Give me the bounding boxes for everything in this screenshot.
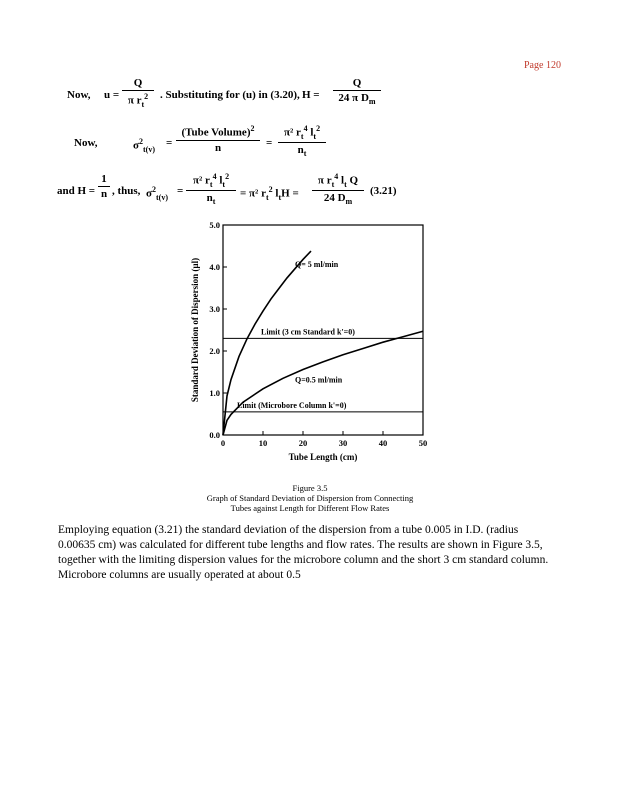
series-label: Q=0.5 ml/min (295, 375, 343, 385)
eq3-f1-den: $n_t$ (206, 191, 216, 207)
eq3-number: (3.21) (370, 185, 397, 197)
caption-line-1: Graph of Standard Deviation of Dispersion from Connecting (206, 493, 414, 503)
x-tick-label: 40 (378, 438, 388, 448)
body-paragraph: Employing equation (3.21) the standard deviation of the dispersion from a tube 0.005 in I.D. (radius 0.00635 cm) was calculated for different tube lengths and flow rates. The results are shown in Figure 3.5, together with the limiting dispersion values for the microbore column and the short 3 cm standard column. Microbore columns are usually operated at about 0.5 (58, 524, 549, 581)
eq3-middle: = π² $r_t^2$ $l_tH$ = (240, 185, 299, 202)
eq2-f1-num: (Tube Volume)$^2$ (181, 124, 255, 139)
y-axis-label: Standard Deviation of Dispersion (µl) (190, 257, 200, 403)
y-tick-label: 4.0 (209, 262, 220, 272)
equation-line-3 (0, 0, 617, 215)
eq3-h-den: n (100, 188, 108, 200)
eq3-h-num: 1 (101, 173, 107, 185)
page-number: Page 120 (524, 60, 561, 71)
x-axis-label: Tube Length (cm) (288, 452, 358, 462)
eq2-equals-1: = (166, 137, 173, 149)
eq1-u: u = (104, 89, 120, 101)
figure-3-5 (188, 215, 438, 475)
eq2-sigma: $\sigma^2_{t(v)}$ (133, 137, 155, 154)
caption-title: Figure 3.5 (292, 483, 328, 493)
eq2-lead: Now, (74, 137, 98, 149)
series-label: Q= 5 ml/min (295, 260, 339, 269)
x-tick-label: 0 (220, 438, 226, 448)
eq1-u-den: π $r_t^2$ (127, 92, 149, 109)
eq2-equals-2: = (266, 137, 273, 149)
dispersion-chart (188, 215, 438, 475)
eq1-h-den: 24 π $D_m$ (338, 92, 376, 107)
eq1-lead: Now, (67, 89, 91, 101)
eq1-h: H = (302, 89, 320, 101)
figure-caption (160, 483, 460, 513)
eq3-f3-num: π $r_t^4$ $l_t$ Q (317, 172, 359, 189)
y-tick-label: 1.0 (209, 388, 220, 398)
eq3-h-fraction (98, 173, 110, 200)
y-tick-label: 2.0 (209, 346, 220, 356)
caption-line-2: Tubes against Length for Different Flow Rates (230, 503, 390, 513)
eq3-fraction-2 (312, 172, 364, 206)
y-tick-label: 5.0 (209, 220, 220, 230)
eq3-f1-num: π² $r_t^4$ $l_t^2$ (192, 172, 230, 189)
limit-label: Limit (3 cm Standard k'=0) (261, 327, 355, 337)
y-tick-label: 3.0 (209, 304, 220, 314)
eq2-f2-den: $n_t$ (297, 143, 307, 159)
x-tick-label: 50 (418, 438, 428, 448)
eq3-fraction-1 (186, 172, 236, 206)
limit-label: Limit (Microbore Column k'=0) (237, 400, 347, 410)
eq1-h-num: Q (352, 77, 362, 89)
x-tick-label: 10 (258, 438, 268, 448)
y-tick-label: 0.0 (209, 430, 220, 440)
x-tick-label: 20 (298, 438, 308, 448)
eq3-sigma: $\sigma^2_{t(v)}$ (146, 185, 168, 202)
eq3-equals-1: = (177, 185, 184, 197)
eq3-lead: and H = (57, 185, 96, 197)
eq2-f1-den: n (214, 141, 222, 154)
eq3-thus: , thus, (112, 185, 141, 197)
eq1-mid: . Substituting for (u) in (3.20), (160, 89, 300, 101)
eq3-f3-den: 24 $D_m$ (323, 191, 353, 207)
eq2-f2-num: π² $r_t^4$ $l_t^2$ (283, 124, 321, 141)
eq1-u-num: Q (133, 77, 143, 89)
x-tick-label: 30 (338, 438, 348, 448)
